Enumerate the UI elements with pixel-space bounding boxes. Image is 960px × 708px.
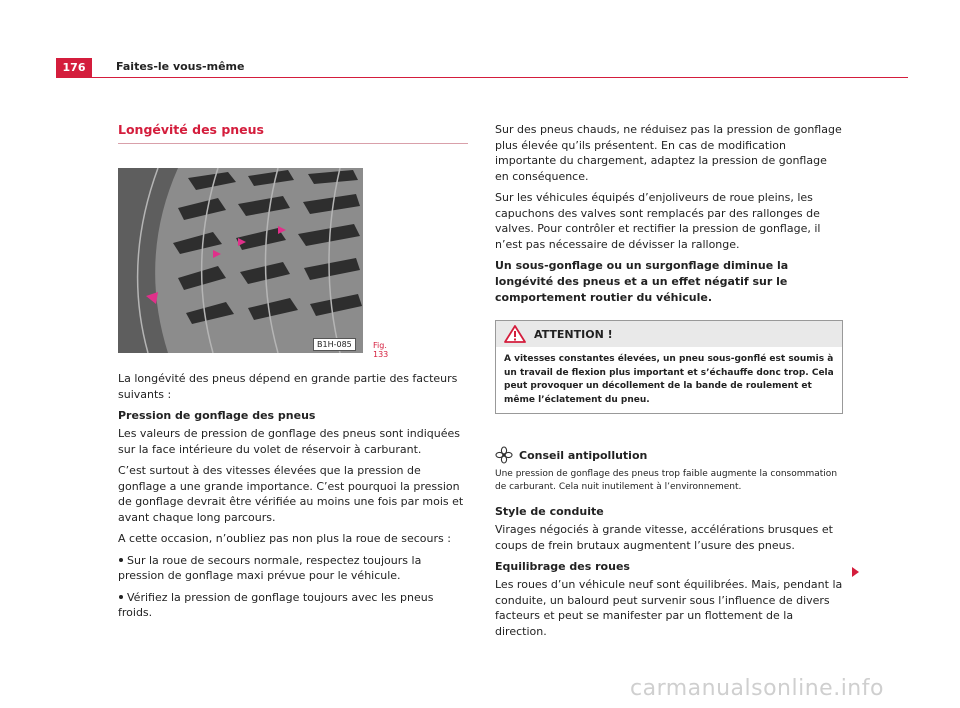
eco-tip-body: Une pression de gonflage des pneus trop faible augmente la consommation de carburant. Cela nuit inutilement à l’environnement. <box>495 469 838 492</box>
pressure-paragraph-1: Les valeurs de pression de gonflage des pneus sont indiquées sur la face intérieure du volet de réservoir à carburant. <box>118 427 460 456</box>
hot-tires-paragraph: Sur des pneus chauds, ne réduisez pas la pression de gonflage plus élevée qu’ils présentent. En cas de modification importante du chargement, adaptez la pression de gonflage en conséquence. <box>495 123 842 183</box>
right-column <box>495 122 843 645</box>
eco-tip-header <box>495 446 843 464</box>
bullet-text: Sur la roue de secours normale, respectez toujours la pression de gonflage maxi prévue pour le véhicule. <box>118 553 422 582</box>
figure-label: Fig. 133 <box>373 341 389 359</box>
tire-tread-figure <box>118 168 389 359</box>
warning-header <box>496 321 842 347</box>
warning-title: ATTENTION ! <box>534 327 613 341</box>
eco-tip <box>495 446 843 494</box>
left-column <box>118 122 468 627</box>
section-title: Longévité des pneus <box>118 122 468 144</box>
figure-code: B1H-085 <box>313 338 356 351</box>
subheading-wheel-balancing: Equilibrage des roues <box>495 560 630 573</box>
warning-triangle-icon <box>504 325 526 343</box>
bullet-item <box>118 590 468 621</box>
subheading-pressure: Pression de gonflage des pneus <box>118 409 316 422</box>
driving-style-paragraph: Virages négociés à grande vitesse, accélérations brusques et coups de frein brutaux augmentent l’usure des pneus. <box>495 523 833 552</box>
watermark: carmanualsonline.info <box>630 676 884 701</box>
bullet-icon <box>119 558 123 562</box>
continue-arrow-icon <box>852 567 859 577</box>
running-title: Faites-le vous-même <box>116 60 245 73</box>
bullet-text: Vérifiez la pression de gonflage toujours avec les pneus froids. <box>118 590 434 619</box>
subheading-driving-style: Style de conduite <box>495 505 604 518</box>
pressure-warning-text: Un sous-gonflage ou un surgonflage diminue la longévité des pneus et a un effet négatif sur le comportement routier du véhicule. <box>495 259 789 304</box>
eco-tip-title: Conseil antipollution <box>519 448 648 462</box>
header-rule <box>92 77 908 78</box>
bullet-item <box>118 553 468 584</box>
warning-box <box>495 320 843 414</box>
tire-tread-image <box>118 168 363 353</box>
valve-paragraph: Sur les véhicules équipés d’enjoliveurs de roue pleins, les capuchons des valves sont remplacés par des rallonges de valves. Pour contrôler et rectifier la pression de gonflage, il n’est pas nécessaire de dévisser la rallonge. <box>495 191 821 251</box>
pressure-paragraph-3: A cette occasion, n’oubliez pas non plus la roue de secours : <box>118 532 451 545</box>
wheel-balancing-paragraph: Les roues d’un véhicule neuf sont équilibrées. Mais, pendant la conduite, un balourd peut survenir sous l’influence de divers facteurs et peut se manifester par un flottement de la direction. <box>495 578 843 638</box>
intro-paragraph: La longévité des pneus dépend en grande partie des facteurs suivants : <box>118 372 458 401</box>
pressure-paragraph-2: C’est surtout à des vitesses élevées que la pression de gonflage a une grande importance. C’est pourquoi la pression de gonflage devrait être vérifiée au moins une fois par mois et avant chaque long parcours. <box>118 464 464 524</box>
bullet-icon <box>119 595 123 599</box>
page-number: 176 <box>56 58 92 78</box>
flower-icon <box>495 446 513 464</box>
warning-body: A vitesses constantes élevées, un pneu sous-gonflé est soumis à un travail de flexion plus important et s’échauffe donc trop. Cela peut provoquer un décollement de la bande de roulement et même l’éclatement du pneu. <box>504 354 834 405</box>
